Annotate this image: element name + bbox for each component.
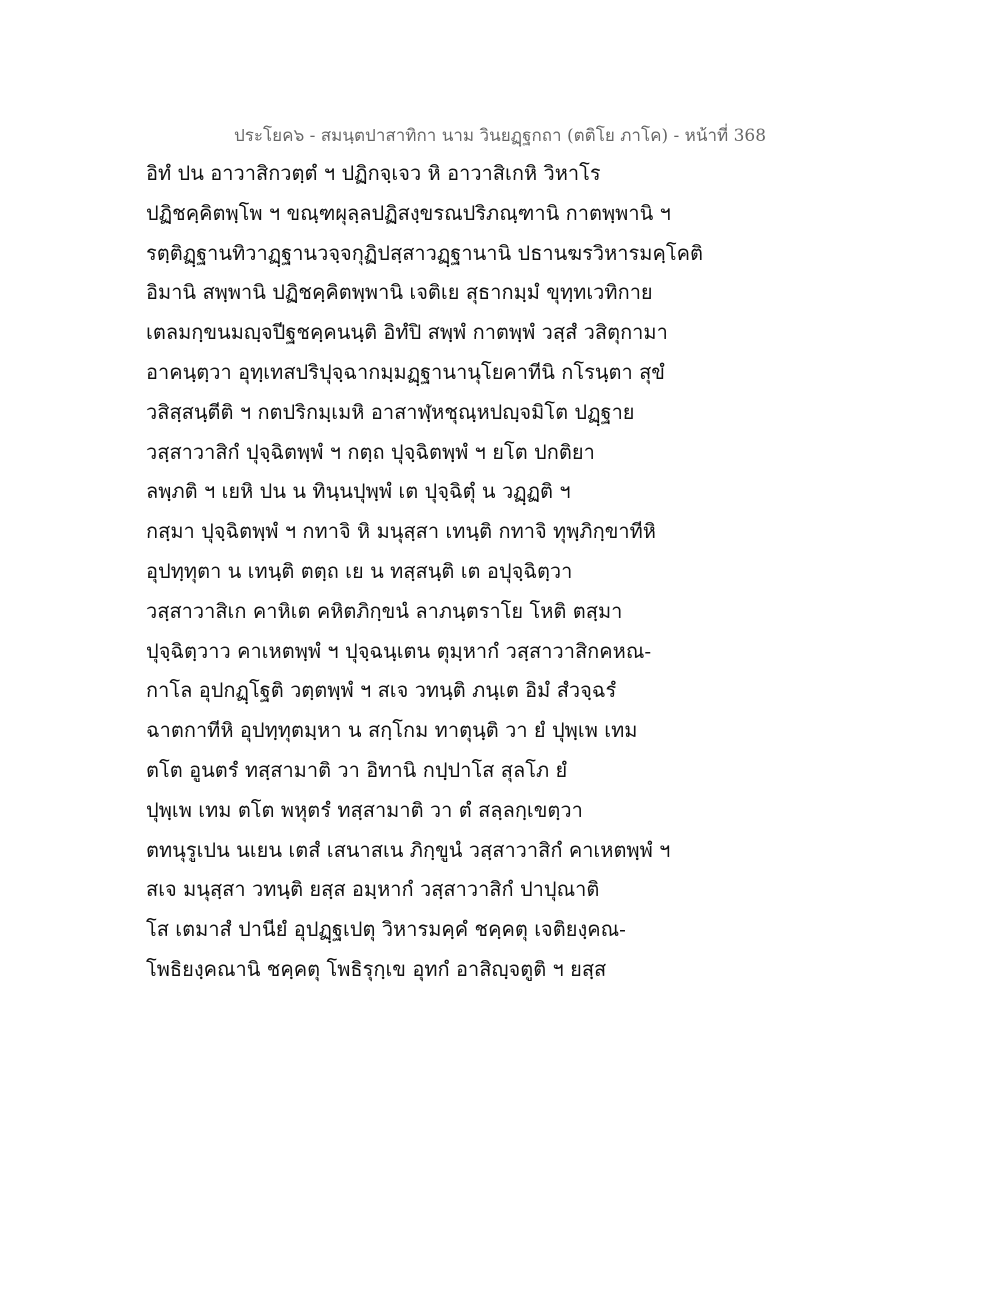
page-header: ประโยค๖ - สมนฺตปาสาทิกา นาม วินยฏฺฐกถา (ตติโย ภาโค) - หน้าที่ 368 <box>233 126 767 146</box>
text-line: อุปทฺทุตา น เทนฺติ ตตฺถ เย น ทสฺสนฺติ เต อปุจฺฉิตฺวา <box>146 558 573 583</box>
text-line: วสฺสาวาสิเก คาหิเต คหิตภิกฺขนํ ลาภนฺตราโย โหติ ตสฺมา <box>146 598 623 623</box>
text-line: อาคนฺตฺวา อุทฺเทสปริปุจฺฉากมฺมฏฺฐานานุโยคาทีนิ กโรนฺตา สุขํ <box>146 359 665 384</box>
text-line: กาโล อุปกฏฺโฐติ วตฺตพฺพํ ฯ สเจ วทนฺติ ภนฺเต อิมํ สํวจฺฉรํ <box>146 678 617 703</box>
text-line: วสฺสาวาสิกํ ปุจฺฉิตพฺพํ ฯ กตฺถ ปุจฺฉิตพฺพํ ฯ ยโต ปกติยา <box>146 439 595 464</box>
text-line: ฉาตกาทีหิ อุปทฺทุตมฺหา น สกฺโกม ทาตุนฺติ วา ยํ ปุพฺเพ เทม <box>146 718 638 743</box>
text-line: ปุพฺเพ เทม ตโต พหุตรํ ทสฺสามาติ วา ตํ สลฺลกฺเขตฺวา <box>146 797 583 822</box>
text-line: ลพฺภติ ฯ เยหิ ปน น ทินฺนปุพฺพํ เต ปุจฺฉิตุํ น วฏฺฏติ ฯ <box>146 479 571 504</box>
text-line: สเจ มนุสฺสา วทนฺติ ยสฺส อมฺหากํ วสฺสาวาสิกํ ปาปุณาติ <box>146 877 600 902</box>
text-line: ตโต อูนตรํ ทสฺสามาติ วา อิทานิ กปฺปาโส สุลโภ ยํ <box>146 757 568 782</box>
text-line: ปฏิชคฺคิตพฺโพ ฯ ขณฺฑผุลฺลปฏิสงฺขรณปริภณฺฑานิ กาตพฺพานิ ฯ <box>146 200 671 225</box>
text-line: โส เตมาสํ ปานียํ อุปฏฺฐเปตุ วิหารมคฺคํ ชคฺคตุ เจติยงฺคณ- <box>146 917 626 942</box>
text-line: รตฺติฏฺฐานทิวาฏฺฐานวจฺจกุฏิปสฺสาวฏฺฐานานิ ปธานฆรวิหารมคฺโคติ <box>146 240 703 265</box>
text-line: อิมานิ สพฺพานิ ปฏิชคฺคิตพฺพานิ เจติเย สุธากมฺมํ ขุทฺทเวทิกาย <box>146 280 653 305</box>
body-text <box>146 154 706 990</box>
text-line: โพธิยงฺคณานิ ชคฺคตุ โพธิรุกฺเข อุทกํ อาสิญฺจตูติ ฯ ยสฺส <box>146 956 607 981</box>
text-line: กสฺมา ปุจฺฉิตพฺพํ ฯ กทาจิ หิ มนุสฺสา เทนฺติ กทาจิ ทุพฺภิกฺขาทีหิ <box>146 519 656 544</box>
text-line: อิทํ ปน อาวาสิกวตฺตํ ฯ ปฏิกจฺเจว หิ อาวาสิเกหิ วิหาโร <box>146 161 601 185</box>
text-line: ตทนุรูเปน นเยน เตสํ เสนาสเน ภิกฺขูนํ วสฺสาวาสิกํ คาเหตพฺพํ ฯ <box>146 837 671 862</box>
text-line: ปุจฺฉิตฺวาว คาเหตพฺพํ ฯ ปุจฺฉนฺเตน ตุมฺหากํ วสฺสาวาสิกคหณ- <box>146 638 652 663</box>
text-line: เตลมกฺขนมญฺจปีฐชคฺคนนฺติ อิทํปิ สพฺพํ กาตพฺพํ วสฺสํ วสิตุกามา <box>146 320 668 345</box>
text-line: วสิสฺสนฺตีติ ฯ กตปริกมฺเมหิ อาสาฬฺหชุณฺหปญฺจมิโต ปฏฺฐาย <box>146 399 635 424</box>
